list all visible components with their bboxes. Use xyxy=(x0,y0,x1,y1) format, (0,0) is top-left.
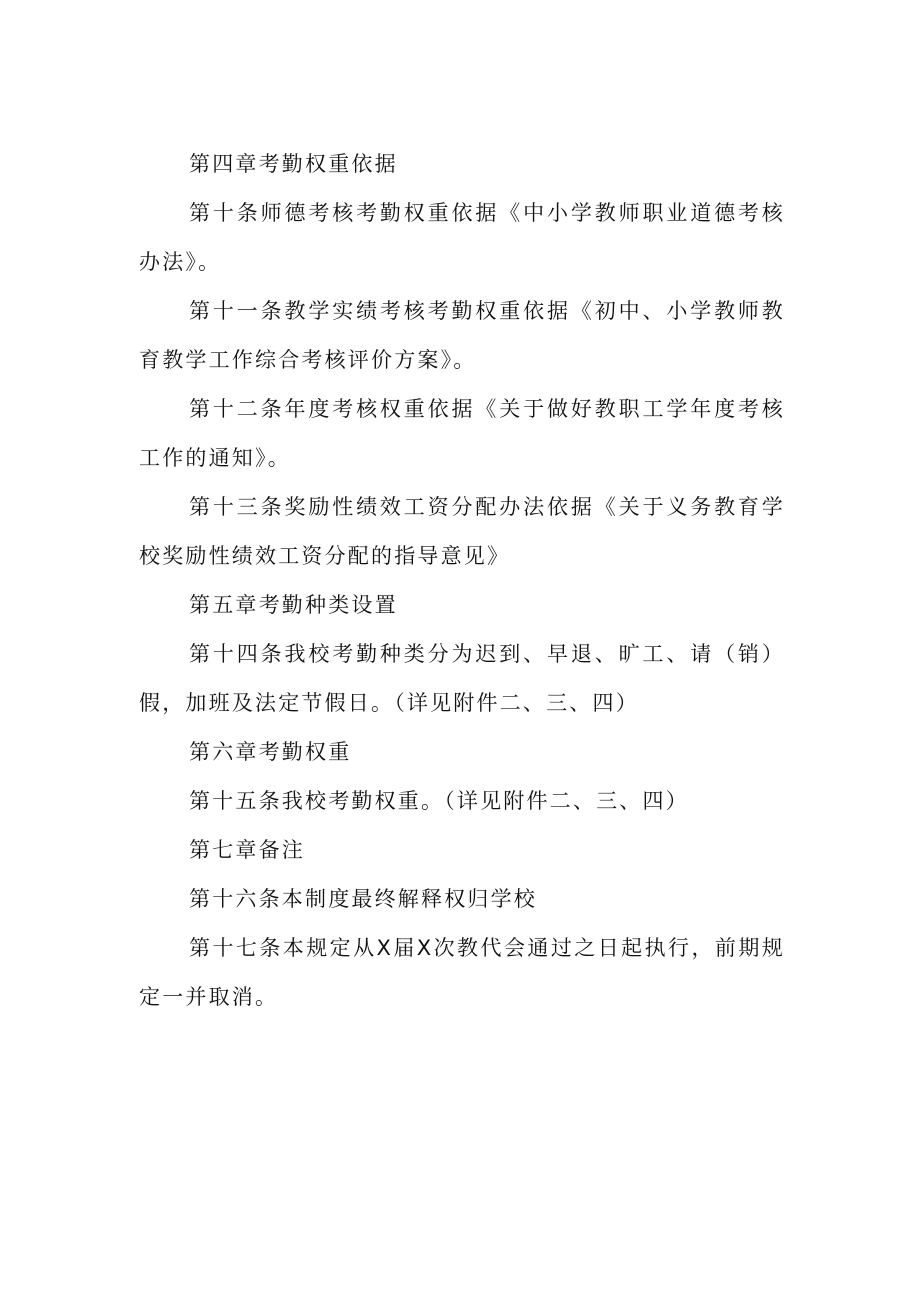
article-15: 第十五条我校考勤权重。（详见附件二、三、四） xyxy=(189,789,689,813)
article-14: 第十四条我校考勤种类分为迟到、早退、旷工、请（销）假，加班及法定节假日。（详见附件二、三、四） xyxy=(139,642,785,715)
chapter-6-heading: 第六章考勤权重 xyxy=(189,740,352,764)
article-12: 第十二条年度考核权重依据《关于做好教职工学年度考核工作的通知》。 xyxy=(139,397,785,470)
article-17: 第十七条本规定从X届X次教代会通过之日起执行，前期规定一并取消。 xyxy=(139,936,785,1009)
article-13: 第十三条奖励性绩效工资分配办法依据《关于义务教育学校奖励性绩效工资分配的指导意见》 xyxy=(139,495,785,568)
article-16: 第十六条本制度最终解释权归学校 xyxy=(189,887,537,911)
article-11: 第十一条教学实绩考核考勤权重依据《初中、小学教师教育教学工作综合考核评价方案》。 xyxy=(139,299,785,372)
chapter-4-heading: 第四章考勤权重依据 xyxy=(189,152,398,176)
article-10: 第十条师德考核考勤权重依据《中小学教师职业道德考核办法》。 xyxy=(139,201,785,274)
chapter-5-heading: 第五章考勤种类设置 xyxy=(189,593,398,617)
document-body xyxy=(139,140,785,1022)
chapter-7-heading: 第七章备注 xyxy=(189,838,305,862)
